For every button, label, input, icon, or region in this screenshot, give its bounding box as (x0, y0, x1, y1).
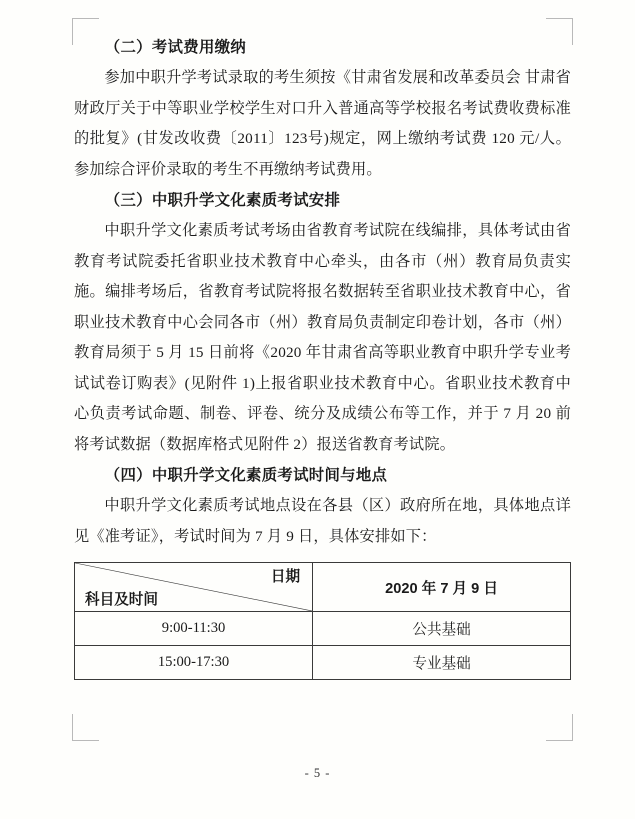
table-cell-subject: 公共基础 (313, 612, 571, 646)
exam-schedule-table (74, 562, 571, 680)
section-heading-exam-time-place: （四）中职升学文化素质考试时间与地点 (104, 467, 388, 484)
section-heading-culture-exam-arrangement: （三）中职升学文化素质考试安排 (104, 192, 341, 209)
table-cell-subject: 专业基础 (313, 646, 571, 680)
table-corner-label-date: 日期 (270, 569, 301, 585)
table-row (75, 646, 571, 680)
table-cell-time: 15:00-17:30 (75, 646, 313, 680)
paragraph-fee-payment: 参加中职升学考试录取的考生须按《甘肃省发展和改革委员会 甘肃省财政厅关于中等职业学校学生对口升入普通高等学校报名考试费收费标准的批复》(甘发改收费〔2011〕123号)规定，网上缴纳考试费 120 元/人。参加综合评价录取的考生不再缴纳考试费用。 (74, 69, 571, 178)
crop-mark-bottom-right (546, 714, 573, 741)
table-header-date: 2020 年 7 月 9 日 (313, 563, 571, 612)
section-heading-fee-payment: （二）考试费用缴纳 (104, 39, 247, 56)
crop-mark-bottom-left (72, 714, 99, 741)
document-body (74, 32, 571, 680)
page-number-footer: - 5 - (304, 766, 331, 780)
paragraph-culture-exam-arrangement: 中职升学文化素质考试考场由省教育考试院在线编排，具体考试由省教育考试院委托省职业技术教育中心牵头，由各市（州）教育局负责实施。编排考场后，省教育考试院将报名数据转至省职业技术教育中心，省职业技术教育中心会同各市（州）教育局负责制定印卷计划，各市（州）教育局须于 5 月 15 日前将《2020 年甘肃省高等职业教育中职升学专业考试试卷订购表》(见附件 1)上报省职业技术教育中心。省职业技术教育中心负责考试命题、制卷、评卷、统分及成绩公布等工作，并于 7 月 20 前将考试数据（数据库格式见附件 2）报送省教育考试院。 (74, 222, 571, 453)
table-row (75, 612, 571, 646)
table-cell-time: 9:00-11:30 (75, 612, 313, 646)
table-corner-header-cell (75, 563, 313, 612)
paragraph-exam-time-place: 中职升学文化素质考试地点设在各县（区）政府所在地，具体地点详见《准考证》，考试时间为 7 月 9 日，具体安排如下： (74, 497, 571, 545)
table-row (75, 563, 571, 612)
table-corner-label-subject-time: 科目及时间 (85, 592, 158, 608)
